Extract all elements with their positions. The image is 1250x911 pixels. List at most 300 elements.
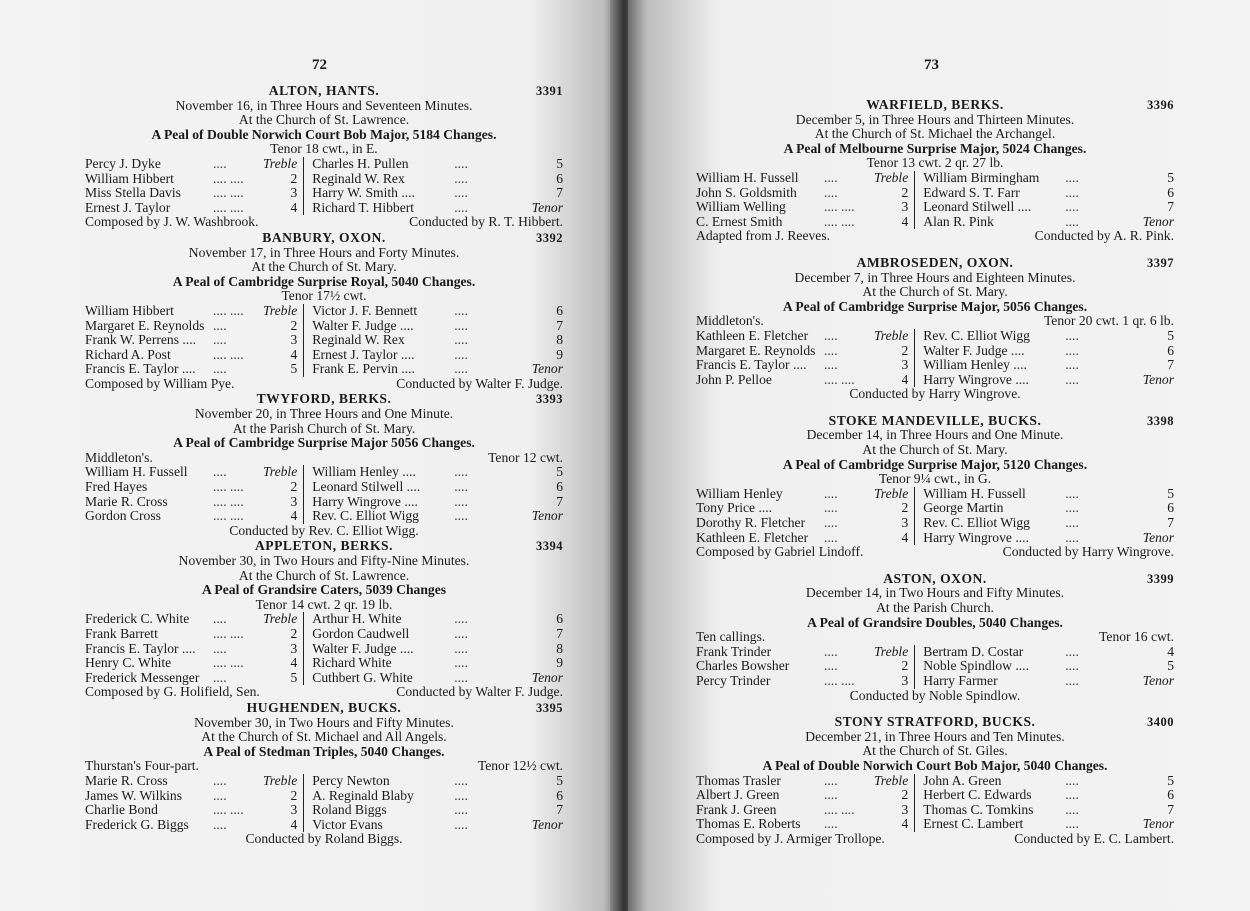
ringer-name: James W. Wilkins	[85, 787, 183, 803]
conducted-by: Conducted by R. T. Hibbert.	[409, 214, 563, 230]
ringer-name: William Hibbert	[85, 170, 174, 186]
ringer-name: Kathleen E. Fletcher	[696, 529, 809, 545]
bell-number: 2	[874, 659, 915, 674]
bell-number: Treble	[874, 774, 915, 789]
ringer-name: Kathleen E. Fletcher	[696, 327, 809, 343]
ringer-row	[696, 373, 1174, 388]
bell-number: Tenor	[531, 361, 563, 377]
leader-dots: ....	[1065, 772, 1079, 788]
peal-header	[85, 701, 563, 716]
peal-place: ALTON, HANTS.	[268, 83, 380, 98]
bell-number: 3	[263, 803, 304, 818]
leader-dots: ....	[454, 508, 468, 524]
ringer-row	[85, 186, 563, 201]
leader-dots: ....	[824, 327, 838, 343]
peal-header	[85, 392, 563, 407]
ringer-row	[696, 817, 1174, 832]
peal-number: 3400	[1147, 715, 1174, 730]
conducted-by: Conducted by E. C. Lambert.	[1014, 830, 1174, 846]
peal-place: APPLETON, BERKS.	[254, 538, 394, 554]
leader-dots: ....	[454, 611, 468, 627]
peal-footer	[696, 832, 1174, 847]
peal-date: December 14, in Three Hours and One Minute.	[806, 427, 1064, 443]
ringer-name: C. Ernest Smith	[696, 213, 783, 229]
peal-record	[85, 392, 563, 538]
ringer-name: Walter F. Judge ....	[923, 342, 1025, 358]
peal-title: A Peal of Stedman Triples, 5040 Changes.	[203, 743, 445, 759]
ringers-table	[696, 171, 1174, 229]
composed-by: Adapted from J. Reeves.	[696, 228, 831, 244]
page-number: 73	[924, 57, 939, 73]
conducted-by: Conducted by Rev. C. Elliot Wigg.	[229, 522, 419, 538]
peal-title: A Peal of Grandsire Doubles, 5040 Changes.	[807, 614, 1063, 630]
leader-dots: ....	[213, 816, 227, 832]
ringer-row	[696, 531, 1174, 546]
leader-dots: ....	[824, 500, 838, 516]
ringer-name: Dorothy R. Fletcher	[696, 515, 806, 531]
bell-number: Treble	[263, 774, 304, 789]
peal-title: A Peal of Grandsire Caters, 5039 Changes	[201, 582, 447, 598]
leader-dots: ....	[213, 155, 227, 171]
leader-dots: ....	[1065, 327, 1079, 343]
bell-number: 4	[263, 656, 304, 671]
composed-by: Composed by Gabriel Lindoff.	[696, 544, 864, 560]
leader-dots: ....	[1065, 801, 1079, 817]
bell-number: 2	[874, 501, 915, 516]
peal-date: November 17, in Three Hours and Forty Minutes.	[188, 244, 460, 260]
bell-number: 3	[874, 200, 915, 215]
bell-number: 6	[556, 302, 563, 318]
bell-number: 3	[874, 674, 915, 689]
ringer-name: Gordon Caudwell	[312, 625, 410, 641]
bell-number: Treble	[263, 304, 304, 319]
peal-date: November 30, in Two Hours and Fifty Minutes.	[194, 714, 454, 730]
peal-date: November 20, in Three Hours and One Minute.	[194, 406, 454, 422]
peal-number: 3398	[1147, 413, 1174, 428]
bell-number: 5	[1167, 485, 1174, 501]
ringer-name: William Welling	[696, 199, 786, 215]
bell-number: 4	[874, 817, 915, 832]
leader-dots: ....	[213, 361, 227, 377]
peal-record	[85, 539, 563, 700]
peal-title: A Peal of Cambridge Surprise Major, 5120 Changes.	[782, 456, 1088, 472]
ringer-name: Ernest J. Taylor	[85, 199, 171, 215]
ringer-row	[696, 788, 1174, 803]
ringer-name: Percy J. Dyke	[85, 155, 161, 171]
ringer-row	[85, 671, 563, 686]
leader-dots: ....	[1065, 515, 1079, 531]
leader-dots: ....	[454, 625, 468, 641]
bell-number: Treble	[874, 487, 915, 502]
leader-dots: ....	[1065, 672, 1079, 688]
leader-dots: ....	[1065, 357, 1079, 373]
bell-number: 2	[263, 627, 304, 642]
ringer-row	[85, 304, 563, 319]
ringer-name: Rev. C. Elliot Wigg	[312, 508, 419, 524]
ringer-name: Marie R. Cross	[85, 493, 168, 509]
bell-number: 6	[556, 479, 563, 495]
ringer-row	[85, 333, 563, 348]
bell-number: 3	[874, 358, 915, 373]
leader-dots: ....	[213, 772, 227, 788]
peal-place: STOKE MANDEVILLE, BUCKS.	[828, 412, 1042, 428]
peal-place: BANBURY, OXON.	[262, 229, 386, 245]
bell-number: 6	[1167, 787, 1174, 803]
bell-number: Treble	[874, 329, 915, 344]
ringers-table	[85, 774, 563, 832]
ringer-name: Albert J. Green	[696, 787, 780, 803]
leader-dots: .... ....	[824, 801, 855, 817]
ringer-row	[696, 645, 1174, 660]
left-column	[85, 84, 563, 848]
ringer-name: Francis E. Taylor ....	[696, 357, 807, 373]
bell-number: 4	[1167, 643, 1174, 659]
leader-dots: ....	[824, 658, 838, 674]
leader-dots: ....	[454, 361, 468, 377]
bell-number: Tenor	[1142, 371, 1174, 387]
bell-number: 4	[874, 215, 915, 230]
tenor-weight: Tenor 9¼ cwt., in G.	[878, 471, 992, 487]
peal-header	[696, 715, 1174, 730]
leader-dots: .... ....	[213, 170, 244, 186]
ringer-name: Fred Hayes	[85, 479, 148, 495]
leader-dots: .... ....	[213, 346, 244, 362]
bell-number: 7	[1167, 515, 1174, 531]
bell-number: 2	[263, 172, 304, 187]
leader-dots: ....	[454, 464, 468, 480]
ringer-name: Frederick Messenger	[85, 669, 200, 685]
ringer-name: Thomas E. Roberts	[696, 816, 801, 832]
ringer-name: Noble Spindlow ....	[923, 658, 1029, 674]
bell-number: Tenor	[531, 199, 563, 215]
bell-number: 7	[1167, 199, 1174, 215]
bell-number: 4	[263, 818, 304, 833]
ringer-name: Rev. C. Elliot Wigg	[923, 515, 1030, 531]
bell-number: 7	[556, 185, 563, 201]
leader-dots: ....	[454, 816, 468, 832]
leader-dots: ....	[824, 515, 838, 531]
peal-church: At the Parish Church.	[876, 600, 994, 615]
peal-church: At the Church of St. Giles.	[862, 743, 1008, 759]
ringer-name: Francis E. Taylor ....	[85, 640, 196, 656]
leader-dots: ....	[454, 802, 468, 818]
leader-dots: .... ....	[213, 493, 244, 509]
peal-place: TWYFORD, BERKS.	[256, 391, 392, 407]
ringer-name: Victor J. F. Bennett	[312, 302, 418, 318]
ringer-name: George Martin	[923, 500, 1004, 516]
peal-header	[696, 98, 1174, 113]
bell-number: 3	[263, 333, 304, 348]
ringer-row	[85, 348, 563, 363]
bell-number: 3	[263, 495, 304, 510]
leader-dots: ....	[213, 464, 227, 480]
ringer-name: William Henley ....	[923, 357, 1027, 373]
ringer-name: Edward S. T. Farr	[923, 184, 1020, 200]
ringer-row	[85, 818, 563, 833]
leader-dots: ....	[824, 357, 838, 373]
ringers-table	[696, 487, 1174, 545]
conducted-by: Conducted by Roland Biggs.	[245, 831, 403, 847]
tenor-weight: Tenor 18 cwt., in E.	[270, 141, 378, 157]
leader-dots: ....	[213, 611, 227, 627]
bell-number: 5	[556, 772, 563, 788]
tenor-weight: Tenor 20 cwt. 1 qr. 6 lb.	[1043, 313, 1174, 329]
peal-title: A Peal of Double Norwich Court Bob Major, 5040 Changes.	[762, 757, 1108, 773]
ringer-name: John S. Goldsmith	[696, 184, 797, 200]
ringer-row	[696, 774, 1174, 789]
ringer-row	[85, 480, 563, 495]
ringer-row	[85, 642, 563, 657]
composed-by: Composed by William Pye.	[85, 375, 235, 391]
composition-note: Thurstan's Four-part.	[85, 758, 199, 774]
peal-date: December 5, in Three Hours and Thirteen Minutes.	[795, 111, 1075, 127]
leader-dots: ....	[824, 787, 838, 803]
bell-number: 7	[556, 802, 563, 818]
peal-header	[696, 414, 1174, 429]
peal-title: A Peal of Cambridge Surprise Major, 5056 Changes.	[782, 298, 1088, 314]
bell-number: 3	[874, 516, 915, 531]
composed-by: Composed by J. W. Washbrook.	[85, 214, 259, 230]
leader-dots: ....	[454, 479, 468, 495]
tenor-line	[85, 759, 563, 774]
peal-record	[696, 572, 1174, 703]
ringer-name: Roland Biggs	[312, 802, 387, 818]
ringers-table	[85, 304, 563, 377]
peal-number: 3391	[536, 84, 563, 98]
ringer-row	[696, 215, 1174, 230]
peal-church: At the Church of St. Mary.	[251, 259, 397, 275]
leader-dots: ....	[824, 816, 838, 832]
leader-dots: ....	[454, 772, 468, 788]
peal-number: 3392	[536, 230, 563, 245]
tenor-weight: Tenor 17½ cwt.	[281, 288, 367, 304]
ringer-name: Richard White	[312, 655, 392, 671]
ringer-name: Frank Trinder	[696, 643, 772, 659]
leader-dots: ....	[1065, 500, 1079, 516]
bell-number: 5	[1167, 169, 1174, 185]
tenor-line	[696, 630, 1174, 645]
peal-date: November 16, in Three Hours and Seventeen Minutes.	[175, 97, 473, 113]
ringer-name: A. Reginald Blaby	[312, 787, 414, 803]
leader-dots: ....	[1065, 342, 1079, 358]
peal-footer	[85, 215, 563, 230]
peal-number: 3393	[536, 392, 563, 407]
leader-dots: ....	[454, 185, 468, 201]
ringer-name: Percy Trinder	[696, 672, 771, 688]
bell-number: 2	[874, 186, 915, 201]
ringer-name: Alan R. Pink	[923, 213, 994, 229]
bell-number: Tenor	[1142, 816, 1174, 832]
ringer-name: Harry Farmer	[923, 672, 998, 688]
peal-title: A Peal of Double Norwich Court Bob Major, 5184 Changes.	[151, 126, 497, 142]
ringer-row	[696, 358, 1174, 373]
peal-number: 3394	[536, 539, 563, 554]
ringer-row	[696, 803, 1174, 818]
bell-number: 6	[1167, 342, 1174, 358]
peal-footer	[85, 377, 563, 392]
bell-number: 9	[556, 655, 563, 671]
leader-dots: ....	[1065, 529, 1079, 545]
bell-number: 3	[874, 803, 915, 818]
leader-dots: ....	[1065, 816, 1079, 832]
tenor-weight: Tenor 14 cwt. 2 qr. 19 lb.	[255, 596, 393, 612]
ringer-name: Bertram D. Costar	[923, 643, 1024, 659]
ringer-row	[696, 501, 1174, 516]
ringer-name: Cuthbert G. White	[312, 669, 413, 685]
ringer-name: Margaret E. Reynolds	[85, 317, 205, 333]
ringer-row	[696, 674, 1174, 689]
bell-number: 4	[874, 373, 915, 388]
ringer-row	[85, 319, 563, 334]
peal-place: HUGHENDEN, BUCKS.	[246, 699, 402, 715]
leader-dots: ....	[213, 787, 227, 803]
ringer-name: Reginald W. Rex	[312, 170, 405, 186]
bell-number: Tenor	[1142, 529, 1174, 545]
ringer-row	[696, 659, 1174, 674]
composed-by: Composed by J. Armiger Trollope.	[696, 830, 885, 846]
peal-title: A Peal of Cambridge Surprise Major 5056 Changes.	[173, 435, 475, 451]
tenor-weight: Tenor 12 cwt.	[488, 449, 563, 465]
ringer-row	[85, 495, 563, 510]
leader-dots: ....	[1065, 658, 1079, 674]
peal-church: At the Church of St. Mary.	[862, 442, 1008, 458]
bell-number: 6	[1167, 500, 1174, 516]
leader-dots: ....	[454, 787, 468, 803]
ringer-row	[696, 186, 1174, 201]
bell-number: Treble	[263, 465, 304, 480]
conducted-by: Conducted by Walter F. Judge.	[396, 375, 563, 391]
leader-dots: .... ....	[824, 213, 855, 229]
ringer-name: Frank E. Pervin ....	[312, 361, 415, 377]
peal-place: WARFIELD, BERKS.	[866, 97, 1004, 112]
conducted-by: Conducted by Walter F. Judge.	[396, 684, 563, 700]
leader-dots: ....	[824, 529, 838, 545]
leader-dots: ....	[454, 655, 468, 671]
leader-dots: ....	[1065, 184, 1079, 200]
ringer-row	[85, 774, 563, 789]
peal-number: 3395	[536, 700, 563, 715]
ringer-name: William Hibbert	[85, 302, 174, 318]
tenor-weight: Tenor 12½ cwt.	[477, 758, 563, 774]
leader-dots: ....	[213, 332, 227, 348]
ringer-name: Thomas C. Tomkins	[923, 801, 1034, 817]
peal-footer	[696, 545, 1174, 560]
ringer-row	[85, 612, 563, 627]
peal-header	[85, 539, 563, 554]
peal-record	[85, 701, 563, 847]
tenor-weight: Tenor 13 cwt. 2 qr. 27 lb.	[866, 155, 1004, 171]
leader-dots: ....	[454, 170, 468, 186]
ringer-name: Ernest C. Lambert	[923, 816, 1024, 832]
leader-dots: .... ....	[213, 655, 244, 671]
peal-church: At the Church of St. Lawrence.	[238, 567, 410, 583]
page-number: 72	[312, 57, 327, 73]
leader-dots: .... ....	[213, 479, 244, 495]
ringer-name: Charlie Bond	[85, 802, 158, 818]
bell-number: 5	[263, 671, 304, 686]
ringers-table	[696, 645, 1174, 689]
peal-place: ASTON, OXON.	[883, 570, 987, 586]
leader-dots: .... ....	[213, 508, 244, 524]
bell-number: 9	[556, 346, 563, 362]
peal-date: November 30, in Two Hours and Fifty-Nine Minutes.	[178, 553, 470, 568]
peal-header	[85, 231, 563, 246]
tenor-line	[696, 314, 1174, 329]
bell-number: 2	[263, 480, 304, 495]
leader-dots: ....	[454, 302, 468, 318]
ringer-name: Harry Wingrove ....	[923, 371, 1029, 387]
leader-dots: ....	[1065, 213, 1079, 229]
leader-dots: .... ....	[213, 199, 244, 215]
bell-number: 7	[1167, 801, 1174, 817]
leader-dots: ....	[213, 317, 227, 333]
ringer-name: Ernest J. Taylor ....	[312, 346, 415, 362]
ringer-name: Richard T. Hibbert	[312, 199, 415, 215]
leader-dots: ....	[454, 669, 468, 685]
ringer-name: Richard A. Post	[85, 346, 171, 362]
bell-number: 2	[263, 319, 304, 334]
ringer-name: William Birmingham	[923, 169, 1040, 185]
bell-number: 5	[1167, 327, 1174, 343]
bell-number: Tenor	[1142, 213, 1174, 229]
ringer-name: Tony Price ....	[696, 500, 773, 516]
bell-number: 6	[556, 611, 563, 627]
leader-dots: ....	[1065, 169, 1079, 185]
peal-church: At the Church of St. Lawrence.	[238, 112, 410, 128]
bell-number: Treble	[263, 157, 304, 172]
ringer-name: William Henley ....	[312, 464, 416, 480]
leader-dots: .... ....	[213, 625, 244, 641]
bell-number: Tenor	[1142, 672, 1174, 688]
peal-church: At the Church of St. Michael and All Angels.	[201, 729, 447, 745]
ringer-name: Francis E. Taylor ....	[85, 361, 196, 377]
ringer-name: John A. Green	[923, 772, 1002, 788]
peal-number: 3397	[1147, 255, 1174, 270]
peal-header	[696, 572, 1174, 587]
bell-number: 7	[556, 317, 563, 333]
ringer-name: Rev. C. Elliot Wigg	[923, 327, 1030, 343]
leader-dots: .... ....	[824, 199, 855, 215]
ringer-name: Frederick G. Biggs	[85, 816, 189, 832]
conducted-by: Conducted by A. R. Pink.	[1034, 228, 1174, 244]
peal-date: December 21, in Three Hours and Ten Minutes.	[805, 728, 1065, 744]
leader-dots: ....	[1065, 485, 1079, 501]
ringer-name: Charles H. Pullen	[312, 155, 409, 171]
leader-dots: ....	[1065, 643, 1079, 659]
leader-dots: .... ....	[213, 185, 244, 201]
peal-date: December 14, in Two Hours and Fifty Minutes.	[805, 585, 1065, 601]
bell-number: 6	[556, 170, 563, 186]
peal-record	[85, 84, 563, 230]
composition-note: Middleton's.	[696, 313, 764, 329]
bell-number: 8	[556, 332, 563, 348]
ringer-row	[85, 157, 563, 172]
ringer-name: Reginald W. Rex	[312, 332, 405, 348]
leader-dots: .... ....	[213, 802, 244, 818]
ringer-name: Leonard Stilwell ....	[923, 199, 1032, 215]
bell-number: 7	[1167, 357, 1174, 373]
ringer-name: Herbert C. Edwards	[923, 787, 1032, 803]
ringer-name: Harry Wingrove ....	[923, 529, 1029, 545]
conducted-by: Conducted by Harry Wingrove.	[1002, 544, 1174, 560]
tenor-weight: Tenor 16 cwt.	[1099, 629, 1174, 645]
peal-church: At the Parish Church of St. Mary.	[232, 420, 416, 436]
ringer-row	[696, 329, 1174, 344]
ringer-row	[696, 344, 1174, 359]
peal-record	[696, 414, 1174, 560]
bell-number: Tenor	[531, 669, 563, 685]
ringer-row	[85, 201, 563, 216]
